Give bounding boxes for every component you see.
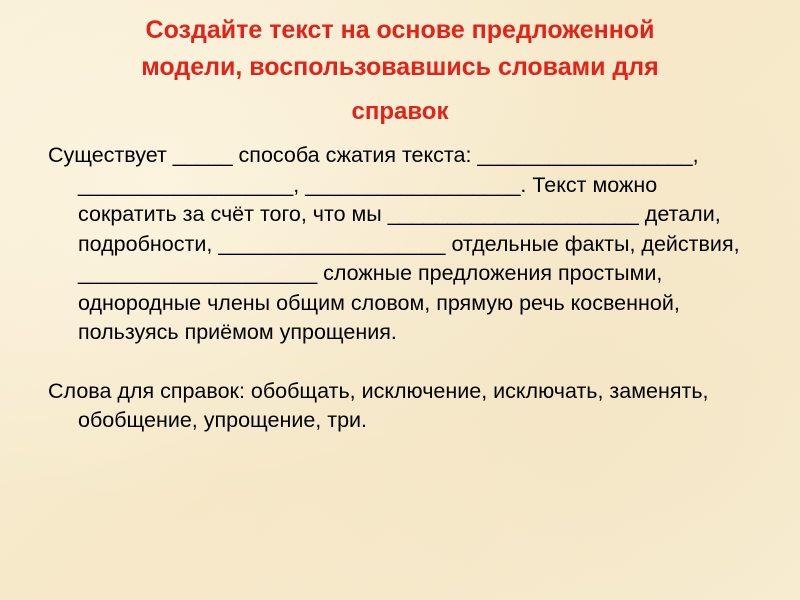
slide-title xyxy=(40,12,760,130)
slide-body xyxy=(48,141,758,436)
title-line-2: модели, воспользовавшись словами для xyxy=(141,53,659,81)
title-line-1: Создайте текст на основе предложенной xyxy=(145,16,655,44)
title-line-3: справок xyxy=(351,98,449,125)
model-text-paragraph: Существует _____ способа сжатия текста: __________________, __________________, __________________. Текст можно сократить за счёт того, что мы _____________________ детали, подробности, ___________________ отдельные факты, действия, ____________________ сложные предложения простыми, однородные члены общим словом, прямую речь косвенной, пользуясь приёмом упрощения. xyxy=(48,143,740,344)
reference-words-paragraph: Слова для справок: обобщать, исключение, исключать, заменять, обобщение, упрощение, три. xyxy=(48,378,709,432)
